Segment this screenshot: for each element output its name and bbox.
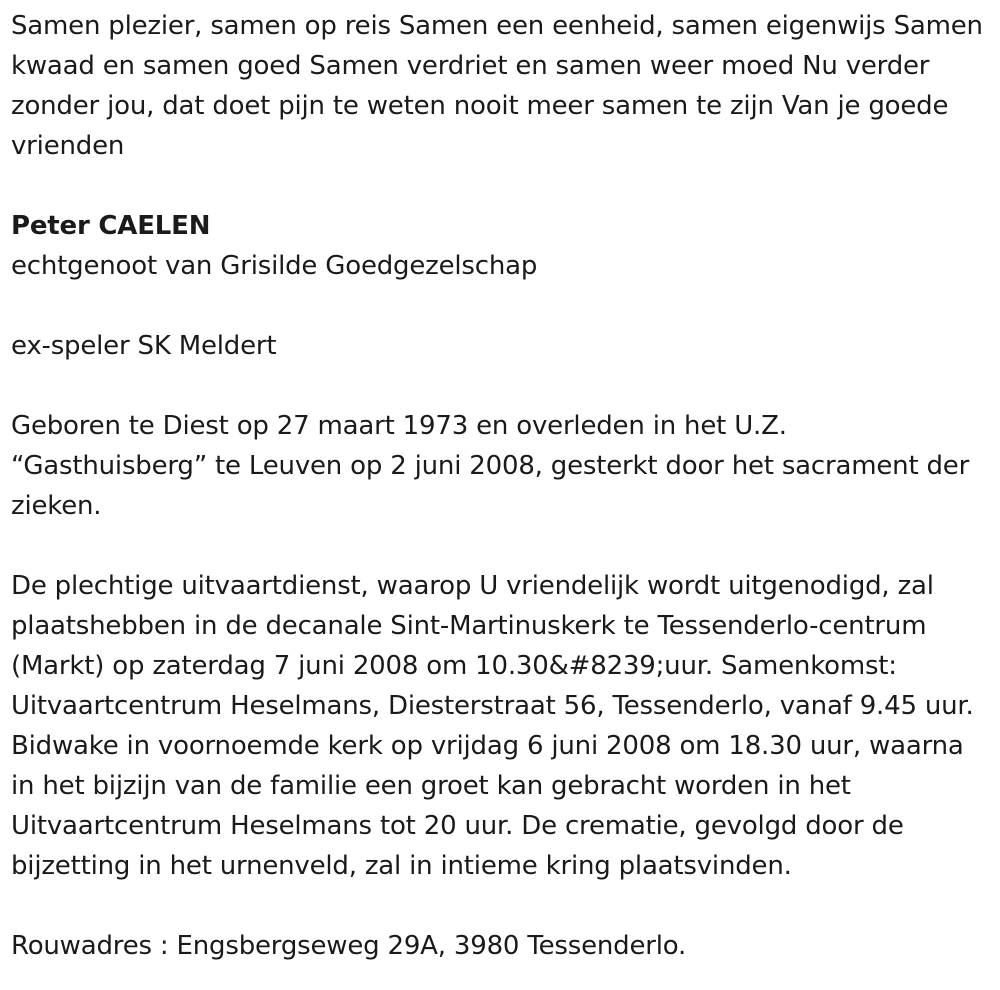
poem-paragraph: Samen plezier, samen op reis Samen een eenheid, samen eigenwijs Samen kwaad en samen goed Samen verdriet en samen weer moed Nu verder zonder jou, dat doet pijn te weten nooit meer samen te zijn Van je goede vrienden bbox=[11, 11, 983, 161]
spacer bbox=[11, 166, 986, 206]
spacer bbox=[11, 286, 986, 326]
address-line: Rouwadres : Engsbergseweg 29A, 3980 Tessenderlo. bbox=[11, 931, 687, 961]
spacer bbox=[11, 886, 986, 926]
obituary-text bbox=[11, 6, 986, 966]
spouse-line: echtgenoot van Grisilde Goedgezelschap bbox=[11, 251, 538, 281]
birth-death-paragraph: Geboren te Diest op 27 maart 1973 en overleden in het U.Z. “Gasthuisberg” te Leuven op 2 juni 2008, gesterkt door het sacrament der zieken. bbox=[11, 411, 970, 521]
spacer bbox=[11, 526, 986, 566]
spacer bbox=[11, 366, 986, 406]
role-line: ex-speler SK Meldert bbox=[11, 331, 277, 361]
deceased-name: Peter CAELEN bbox=[11, 211, 211, 241]
ceremony-paragraph: De plechtige uitvaartdienst, waarop U vriendelijk wordt uitgenodigd, zal plaatshebben in de decanale Sint-Martinuskerk te Tessenderlo-centrum (Markt) op zaterdag 7 juni 2008 om 10.30&#8239;uur. Samenkomst: Uitvaartcentrum Heselmans, Diesterstraat 56, Tessenderlo, vanaf 9.45 uur. Bidwake in voornoemde kerk op vrijdag 6 juni 2008 om 18.30 uur, waarna in het bijzijn van de familie een groet kan gebracht worden in het Uitvaartcentrum Heselmans tot 20 uur. De crematie, gevolgd door de bijzetting in het urnenveld, zal in intieme kring plaatsvinden. bbox=[11, 571, 974, 881]
